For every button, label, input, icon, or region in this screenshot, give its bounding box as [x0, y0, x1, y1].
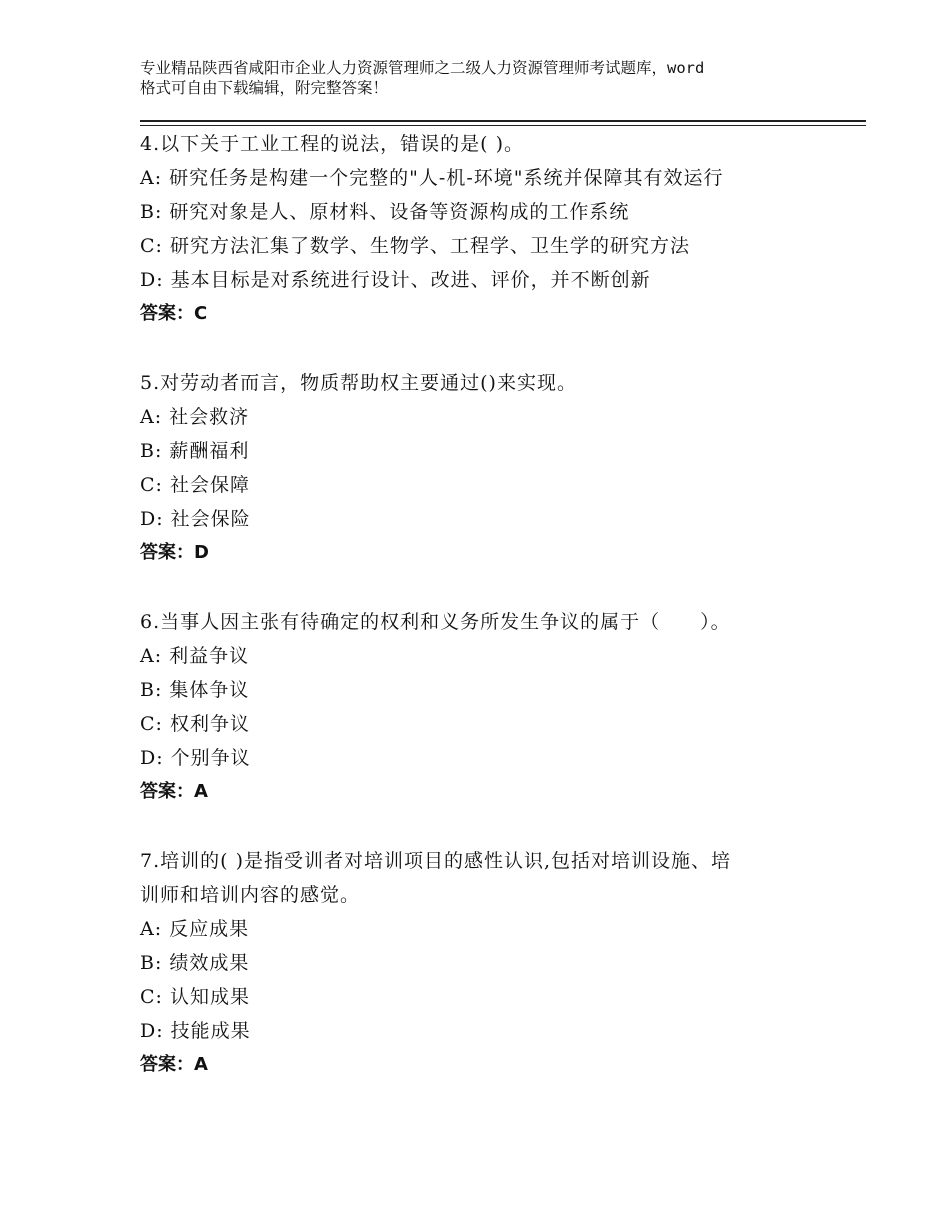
option-c: C: 权利争议: [140, 713, 250, 735]
option-d: D: 技能成果: [140, 1020, 251, 1042]
question-stem: 7.培训的( )是指受训者对培训项目的感性认识,包括对培训设施、培: [140, 850, 732, 872]
option-c: C: 社会保障: [140, 474, 250, 496]
question-stem: 6.当事人因主张有待确定的权利和义务所发生争议的属于（ ）。: [140, 611, 731, 633]
question-5: [140, 366, 820, 570]
question-7: [140, 844, 820, 1082]
option-c: C: 研究方法汇集了数学、生物学、工程学、卫生学的研究方法: [140, 235, 690, 257]
question-stem: 5.对劳动者而言，物质帮助权主要通过()来实现。: [140, 372, 577, 394]
option-c: C: 认知成果: [140, 986, 250, 1008]
question-4: [140, 127, 820, 331]
option-a: A: 反应成果: [140, 918, 250, 940]
option-b: B: 薪酬福利: [140, 440, 250, 462]
header-divider-thick: [140, 120, 866, 122]
option-a: A: 社会救济: [140, 406, 250, 428]
document-header: [140, 58, 830, 98]
option-d: D: 个别争议: [140, 747, 251, 769]
option-d: D: 社会保险: [140, 508, 251, 530]
question-stem: 4.以下关于工业工程的说法，错误的是( )。: [140, 133, 524, 155]
option-d: D: 基本目标是对系统进行设计、改进、评价，并不断创新: [140, 269, 651, 291]
answer: 答案：D: [140, 542, 209, 563]
option-b: B: 研究对象是人、原材料、设备等资源构成的工作系统: [140, 201, 630, 223]
header-divider-thin: [140, 125, 866, 126]
answer: 答案：C: [140, 303, 208, 324]
answer: 答案：A: [140, 781, 208, 802]
option-a: A: 研究任务是构建一个完整的"人-机-环境"系统并保障其有效运行: [140, 167, 724, 189]
question-stem-continued: 训师和培训内容的感觉。: [140, 884, 361, 906]
header-line-1: 专业精品陕西省咸阳市企业人力资源管理师之二级人力资源管理师考试题库，word: [140, 59, 705, 77]
answer: 答案：A: [140, 1054, 208, 1075]
option-a: A: 利益争议: [140, 645, 250, 667]
option-b: B: 集体争议: [140, 679, 250, 701]
question-6: [140, 605, 820, 809]
header-line-2: 格式可自由下载编辑，附完整答案！: [140, 79, 389, 97]
option-b: B: 绩效成果: [140, 952, 250, 974]
